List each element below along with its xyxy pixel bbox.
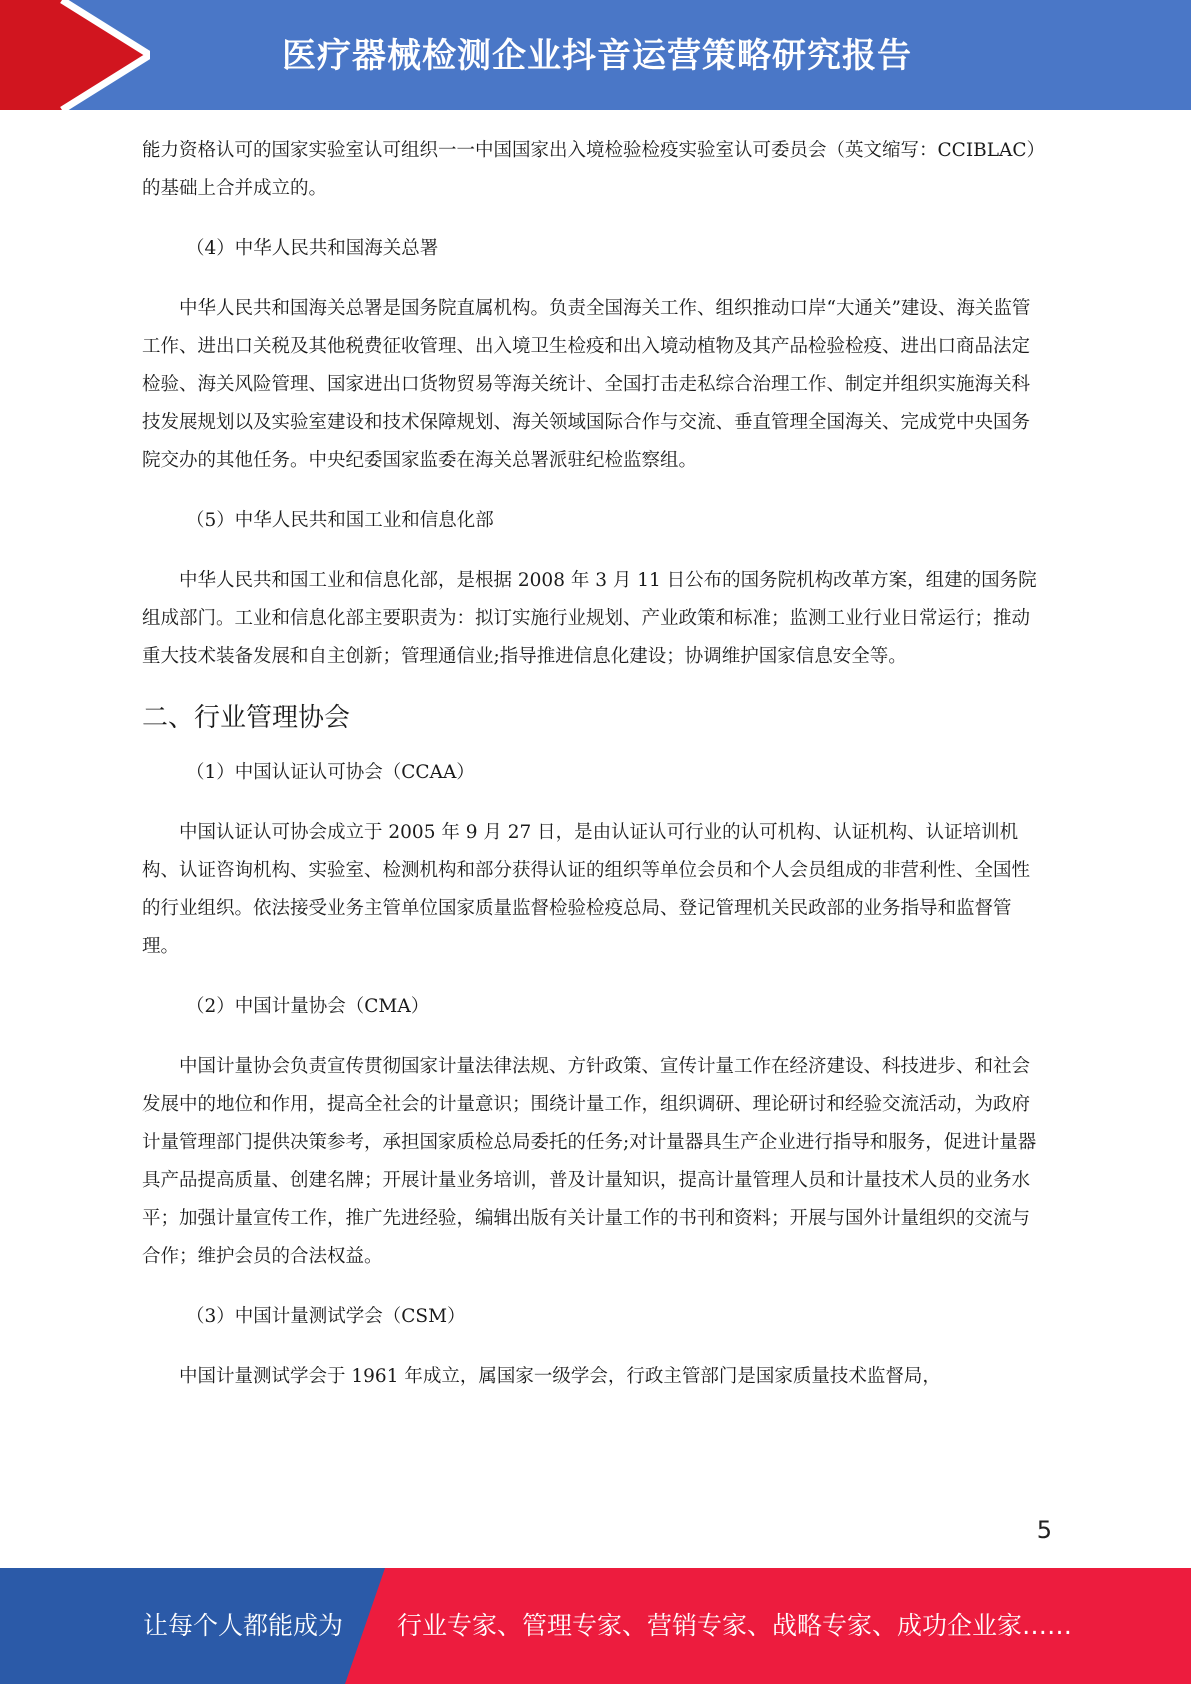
paragraph-customs: 中华人民共和国海关总署是国务院直属机构。负责全国海关工作、组织推动口岸“大通关”建设、海关监管工作、进出口关税及其他税费征收管理、出入境卫生检疫和出入境动植物及其产品检验检疫、进出口商品法定检验、海关风险管理、国家进出口货物贸易等海关统计、全国打击走私综合治理工作、制定并组织实施海关科技发展规划以及实验室建设和技术保障规划、海关领域国际合作与交流、垂直管理全国海关、完成党中央国务院交办的其他任务。中央纪委国家监委在海关总署派驻纪检监察组。 <box>142 298 1031 471</box>
section-heading-associations: 二、行业管理协会 <box>142 703 351 733</box>
subheading-customs: （4）中华人民共和国海关总署 <box>186 238 439 259</box>
subheading-csm: （3）中国计量测试学会（CSM） <box>186 1306 466 1327</box>
subheading-miit: （5）中华人民共和国工业和信息化部 <box>186 510 494 531</box>
paragraph-miit: 中华人民共和国工业和信息化部，是根据 2008 年 3 月 11 日公布的国务院机构改革方案，组建的国务院组成部门。工业和信息化部主要职责为：拟订实施行业规划、产业政策和标准；监测工业行业日常运行；推动重大技术装备发展和自主创新；管理通信业;指导推进信息化建设；协调维护国家信息安全等。 <box>142 570 1037 667</box>
subheading-cma: （2）中国计量协会（CMA） <box>186 996 430 1017</box>
header-arrow-decoration <box>0 0 150 110</box>
paragraph-csm: 中国计量测试学会于 1961 年成立，属国家一级学会，行政主管部门是国家质量技术监督局， <box>179 1366 941 1387</box>
paragraph-cnas-continuation: 能力资格认可的国家实验室认可组织一一中国国家出入境检验检疫实验室认可委员会（英文缩写：CCIBLAC）的基础上合并成立的。 <box>142 140 1046 199</box>
report-title: 医疗器械检测企业抖音运营策略研究报告 <box>282 36 912 76</box>
page-number: 5 <box>1036 1516 1052 1544</box>
page-header <box>0 0 1191 110</box>
footer-slogan-right: 行业专家、管理专家、营销专家、战略专家、成功企业家…… <box>397 1611 1073 1640</box>
document-body <box>142 132 1047 1418</box>
page-footer <box>0 1568 1191 1684</box>
footer-slogan-left: 让每个人都能成为 <box>143 1611 344 1640</box>
paragraph-ccaa: 中国认证认可协会成立于 2005 年 9 月 27 日，是由认证认可行业的认可机构、认证机构、认证培训机构、认证咨询机构、实验室、检测机构和部分获得认证的组织等单位会员和个人会员组成的非营利性、全国性的行业组织。依法接受业务主管单位国家质量监督检验检疫总局、登记管理机关民政部的业务指导和监督管理。 <box>142 822 1031 957</box>
subheading-ccaa: （1）中国认证认可协会（CCAA） <box>186 762 475 783</box>
paragraph-cma: 中国计量协会负责宣传贯彻国家计量法律法规、方针政策、宣传计量工作在经济建设、科技进步、和社会发展中的地位和作用，提高全社会的计量意识；围绕计量工作，组织调研、理论研讨和经验交流活动，为政府计量管理部门提供决策参考，承担国家质检总局委托的任务;对计量器具生产企业进行指导和服务，促进计量器具产品提高质量、创建名牌；开展计量业务培训，普及计量知识，提高计量管理人员和计量技术人员的业务水平；加强计量宣传工作，推广先进经验，编辑出版有关计量工作的书刊和资料；开展与国外计量组织的交流与合作；维护会员的合法权益。 <box>142 1056 1037 1267</box>
